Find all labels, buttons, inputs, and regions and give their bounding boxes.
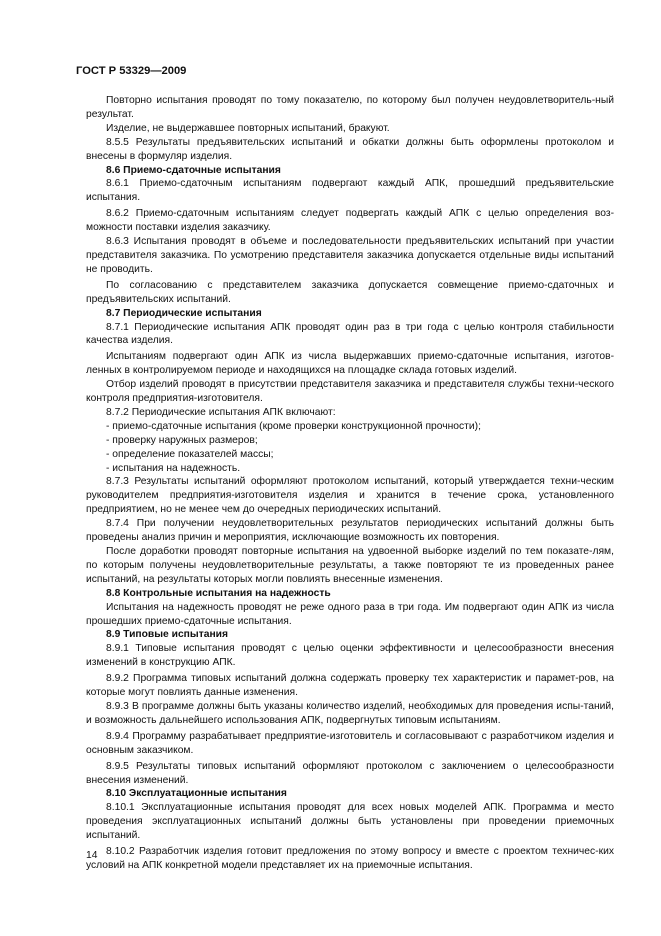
- paragraph: 8.7.2 Периодические испытания АПК включают:: [106, 406, 336, 418]
- paragraph: Изделие, не выдержавшее повторных испытаний, бракуют.: [106, 122, 390, 134]
- paragraph: 8.9.5 Результаты типовых испытаний оформляют протоколом с заключением о целесообразности внесения изменений.: [86, 760, 614, 786]
- section-heading-8-6: 8.6 Приемо-сдаточные испытания: [106, 164, 281, 176]
- list-item: - испытания на надежность.: [106, 462, 241, 474]
- section-heading-8-8: 8.8 Контрольные испытания на надежность: [106, 587, 331, 599]
- paragraph: 8.9.2 Программа типовых испытаний должна содержать проверку тех характеристик и парамет-ров, на которые могут повлиять данные изменения.: [86, 673, 614, 699]
- list-item: - приемо-сдаточные испытания (кроме проверки конструкционной прочности);: [106, 420, 481, 432]
- body-text: [86, 94, 614, 873]
- paragraph: По согласованию с представителем заказчика допускается совмещение приемо-сдаточных и предъявительских испытаний.: [86, 279, 614, 305]
- paragraph: Отбор изделий проводят в присутствии представителя заказчика и представителя службы техни-ческого контроля предприятия-изготовителя.: [86, 379, 614, 405]
- section-heading-8-10: 8.10 Эксплуатационные испытания: [106, 788, 287, 800]
- paragraph: 8.6.1 Приемо-сдаточным испытаниям подвергают каждый АПК, прошедший предъявительские испытания.: [86, 178, 614, 204]
- standard-header: ГОСТ Р 53329—2009: [76, 65, 187, 77]
- paragraph: 8.10.2 Разработчик изделия готовит предложения по этому вопросу и вместе с проектом техничес-ких условий на АПК конкретной модели представляет их на приемочные испытания.: [86, 846, 614, 871]
- paragraph: После доработки проводят повторные испытания на удвоенной выборке изделий по тем показате-лям, по которым получены неудовлетворительные результаты, а также повторяют те из проведенных ранее испытаний, на результаты которых могли повлиять внесенные изменения.: [86, 546, 614, 585]
- section-heading-8-9: 8.9 Типовые испытания: [106, 629, 229, 641]
- paragraph: 8.10.1 Эксплуатационные испытания проводят для всех новых моделей АПК. Программа и место проведения эксплуатационных испытаний должны быть установлены при проведении приемочных испытаний.: [86, 802, 614, 842]
- paragraph: Испытания на надежность проводят не реже одного раза в три года. Им подвергают один АПК из числа прошедших приемо-сдаточные испытания.: [86, 601, 614, 627]
- paragraph: 8.6.3 Испытания проводят в объеме и последовательности предъявительских испытаний при участии представителя заказчика. По усмотрению представителя заказчика допускается отдельные виды испытаний не проводить.: [86, 236, 614, 275]
- paragraph: 8.9.3 В программе должны быть указаны количество изделий, необходимых для проведения испы-таний, и возможность дальнейшего использования АПК, подвергнутых типовым испытаниям.: [86, 700, 614, 726]
- paragraph: Повторно испытания проводят по тому показателю, по которому был получен неудовлетворитель-ный результат.: [86, 95, 614, 120]
- section-heading-8-7: 8.7 Периодические испытания: [106, 307, 262, 319]
- paragraph: 8.6.2 Приемо-сдаточным испытаниям следует подвергать каждый АПК с целью определения воз-можности поставки изделия заказчику.: [86, 208, 614, 234]
- paragraph: 8.7.1 Периодические испытания АПК проводят один раз в три года с целью контроля стабильности качества изделия.: [86, 321, 614, 347]
- paragraph: 8.7.3 Результаты испытаний оформляют протоколом испытаний, который утверждается техни-ческим руководителем предприятия-изготовителя изделия и хранится в течение срока, установленного предприятием, но не менее чем до очередных периодических испытаний.: [86, 476, 614, 516]
- list-item: - проверку наружных размеров;: [106, 434, 258, 446]
- paragraph: 8.9.1 Типовые испытания проводят с целью оценки эффективности и целесообразности внесения изменений в конструкцию АПК.: [86, 643, 614, 669]
- paragraph: 8.9.4 Программу разрабатывает предприятие-изготовитель и согласовывают с разработчиком изделия и основным заказчиком.: [86, 730, 614, 756]
- paragraph: 8.7.4 При получении неудовлетворительных результатов периодических испытаний должны быть проведены анализ причин и мероприятия, исключающие возможность их повторения.: [86, 518, 614, 544]
- paragraph: 8.5.5 Результаты предъявительских испытаний и обкатки должны быть оформлены протоколом и внесены в формуляр изделия.: [86, 136, 614, 162]
- page-number: 14: [86, 850, 98, 861]
- list-item: - определение показателей массы;: [106, 448, 274, 460]
- paragraph: Испытаниям подвергают один АПК из числа выдержавших приемо-сдаточные испытания, изготов-ленных в контролируемом периоде и находящихся на площадке склада готовых изделий.: [86, 351, 614, 377]
